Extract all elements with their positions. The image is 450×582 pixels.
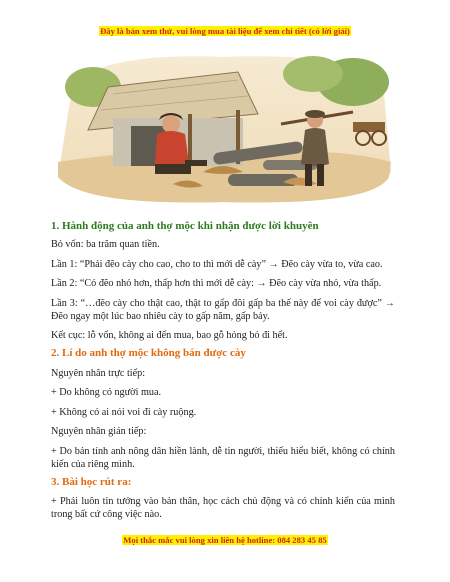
section-1-para-5: Kết cục: lỗ vốn, không ai đến mua, bao gỗ hỏng bỏ đi hết.: [51, 330, 288, 341]
section-2-para-3: + Không có ai nói voi đi cày ruộng.: [51, 406, 197, 418]
section-2-para-4: Nguyên nhân gián tiếp:: [51, 426, 147, 437]
preview-notice-text: Đây là bản xem thử, vui lòng mua tài liệu để xem chi tiết (có lời giải): [100, 26, 350, 36]
section-2-para-1: Nguyên nhân trực tiếp:: [51, 367, 146, 379]
section-1-para-4: Lần 3: “…đẽo cày cho thật cao, thật to gấp đôi gấp ba thế này để voi cày được” → Đẽo ngay một lúc bao nhiêu cày to gấp năm, gấp bảy.: [51, 297, 395, 322]
section-1-para-1: Bỏ vốn: ba trăm quan tiền.: [51, 239, 160, 250]
hotline-notice: [0, 535, 450, 545]
section-2-heading: 2. Lí do anh thợ mộc không bán được cày: [51, 347, 246, 359]
hotline-notice-text: Mọi thắc mắc vui lòng xin liên hệ hotline: 084 283 45 85: [123, 535, 327, 545]
section-2-para-2: + Do không có người mua.: [51, 387, 162, 398]
document-body: [51, 220, 395, 521]
section-1-para-2: Lần 1: “Phải đẽo cày cho cao, cho to thì mới dễ cày” → Đẽo cày vừa to, vừa cao.: [51, 258, 383, 270]
story-illustration: [53, 52, 393, 206]
section-3-heading: 3. Bài học rút ra:: [51, 475, 132, 488]
section-1-para-3: Lần 2: “Có đẽo nhỏ hơn, thấp hơn thì mới dễ cày: → Đẽo cày vừa nhỏ, vừa thấp.: [51, 278, 382, 289]
section-1-heading: 1. Hành động của anh thợ mộc khi nhận được lời khuyên: [51, 220, 319, 232]
section-2-para-5: + Do bản tính anh nông dân hiền lành, dễ tin người, thiếu hiểu biết, không có chính kiến của riêng mình.: [51, 445, 395, 470]
preview-notice: [0, 26, 450, 36]
section-3-para-1: + Phải luôn tin tưởng vào bản thân, học cách chủ động và có chính kiến của mình trong bất cứ công việc nào.: [51, 496, 395, 520]
